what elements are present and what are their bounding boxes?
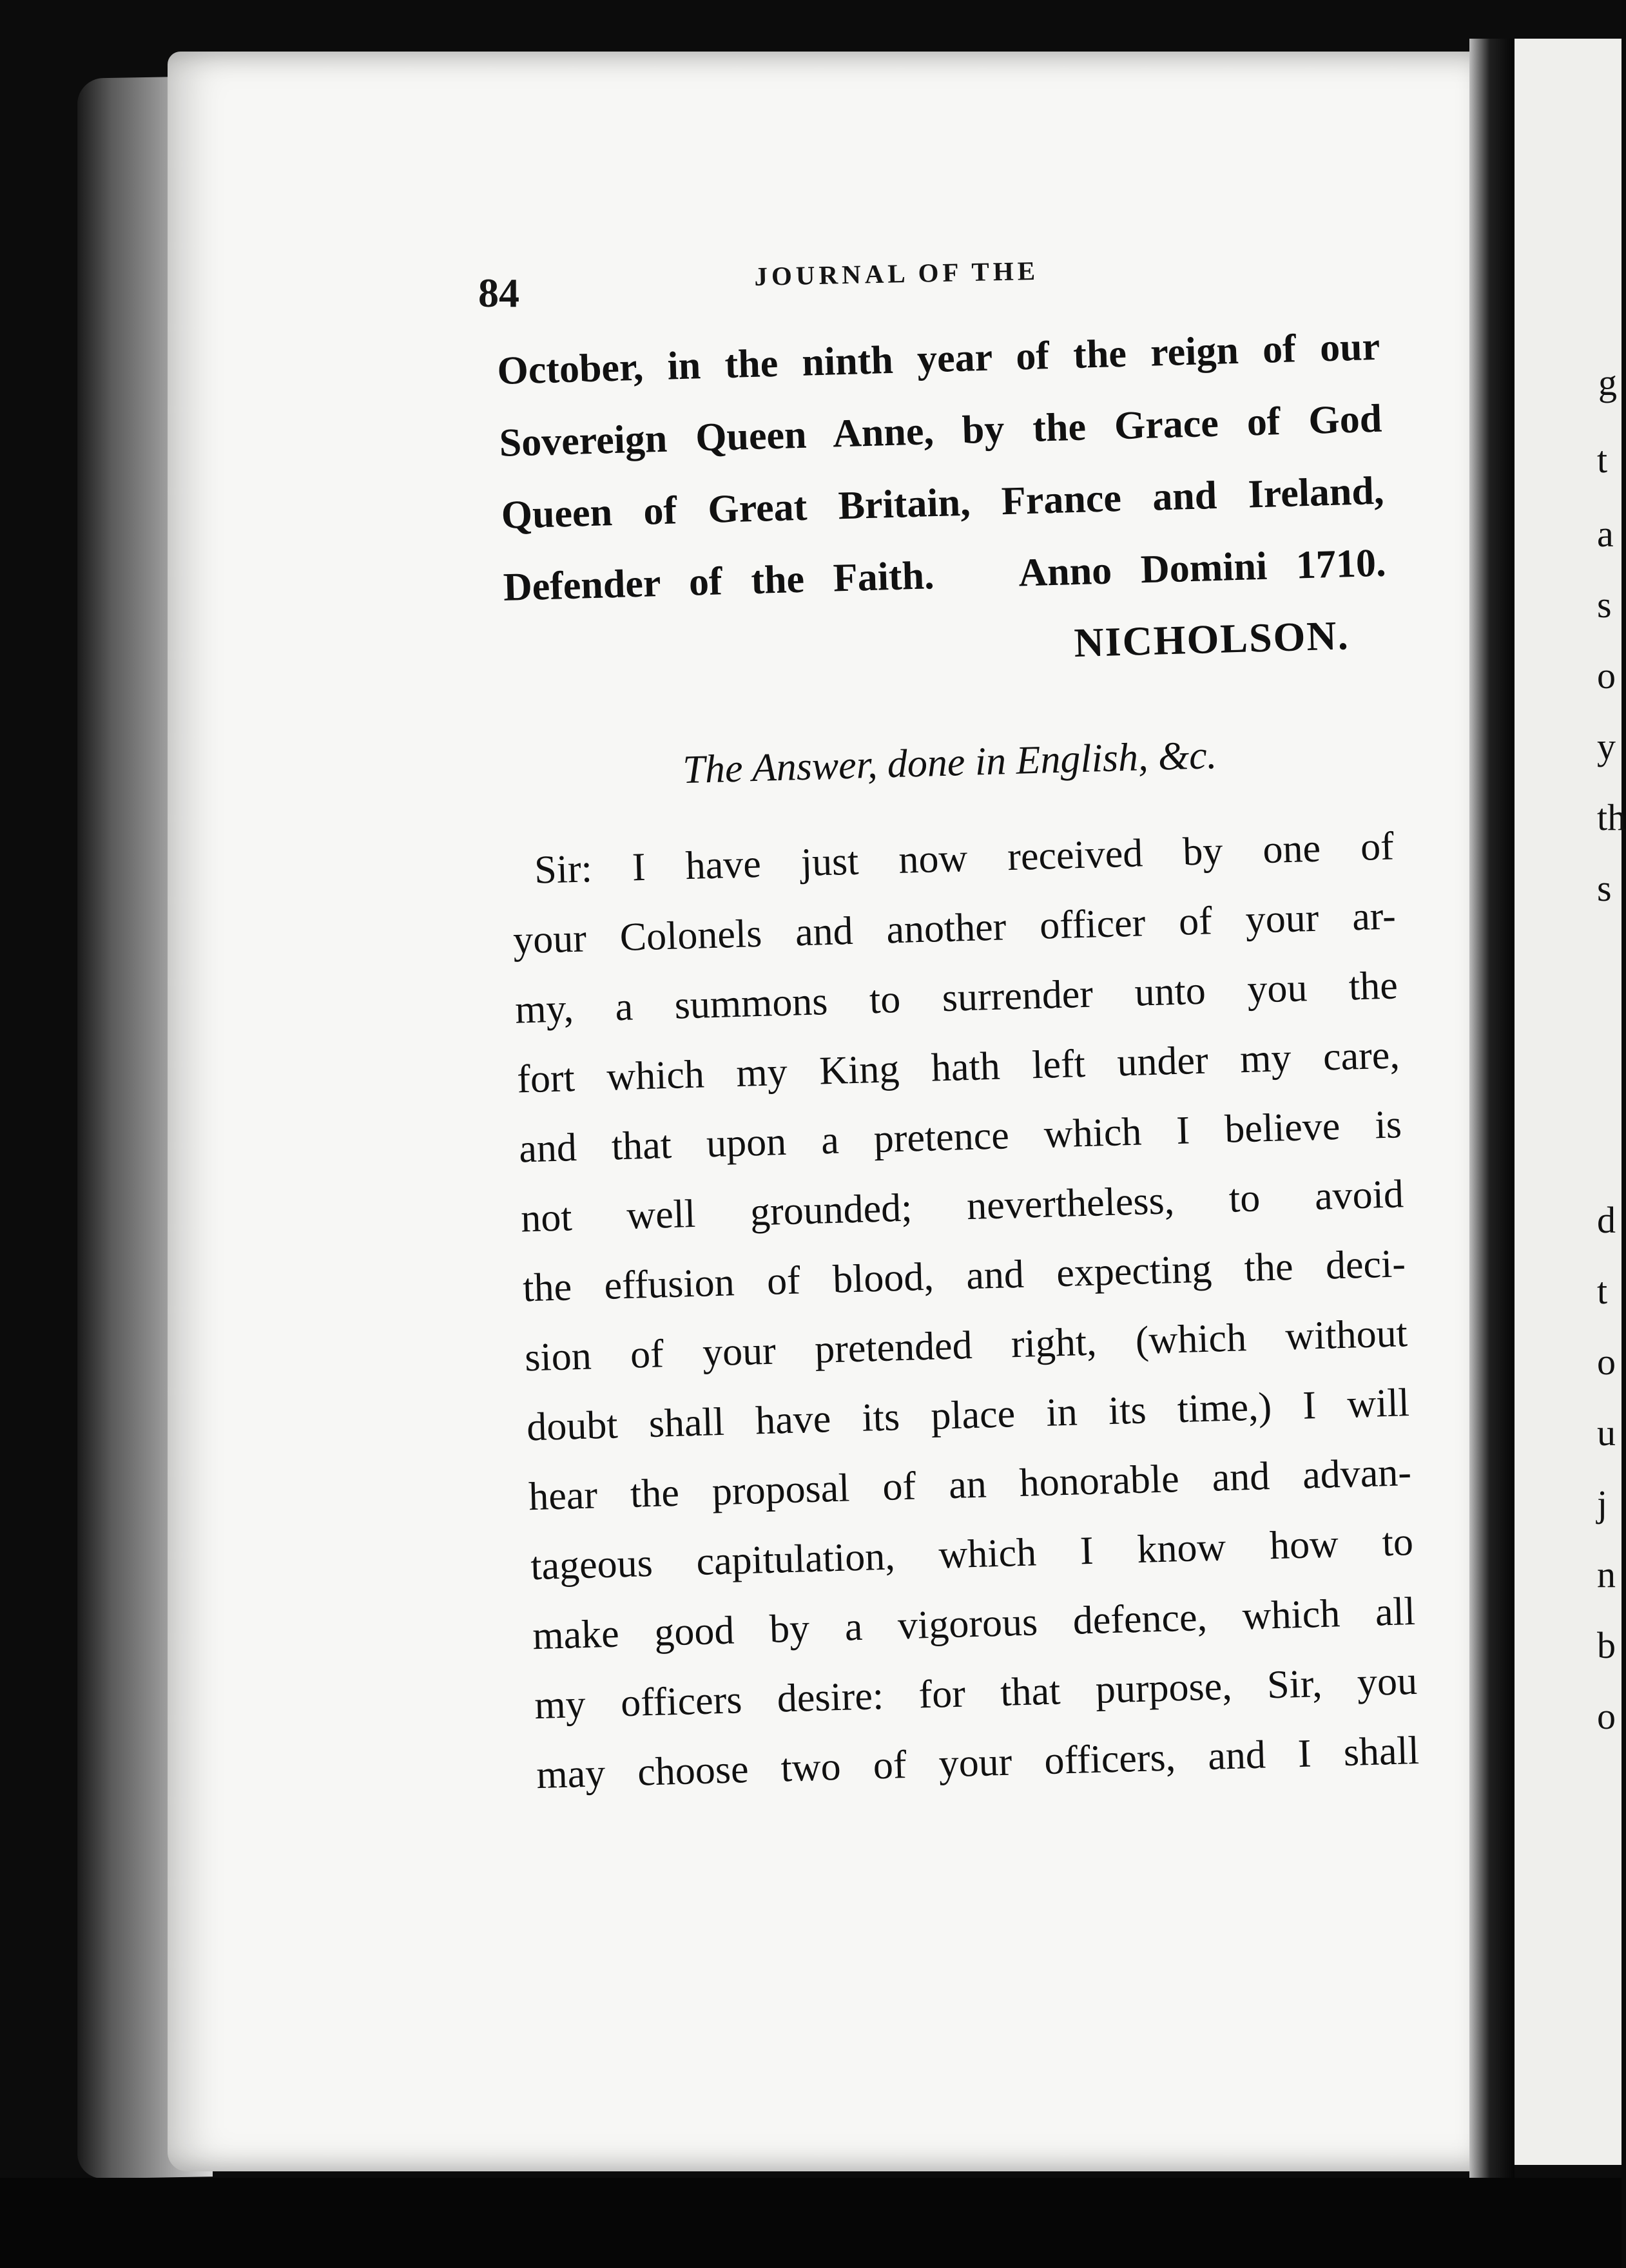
text-line: the effusion of blood, and expecting the deci-: [522, 1242, 1406, 1311]
text-line: tageous capitulation, which I know how to: [530, 1520, 1414, 1589]
text-line: Sir: I have just now received by one of: [534, 824, 1395, 892]
text-line: October, in the ninth year of the reign of our: [496, 324, 1380, 393]
text-line: not well grounded; nevertheless, to avoid: [520, 1172, 1404, 1241]
text-line: doubt shall have its place in its time,) I will: [526, 1381, 1410, 1450]
scan-border: [0, 2178, 1621, 2268]
facing-letter: g: [1598, 361, 1617, 403]
facing-letter: t: [1597, 1270, 1608, 1312]
facing-letter: s: [1597, 584, 1612, 626]
page-text: [496, 311, 1420, 1810]
letter-body: [510, 811, 1420, 1810]
text-line: Defender of the Faith. Anno Domini 1710.: [502, 541, 1387, 610]
facing-page: [1515, 39, 1621, 2165]
facing-letter: y: [1597, 726, 1616, 767]
facing-letter: o: [1597, 1695, 1616, 1737]
facing-letter: th: [1597, 796, 1626, 838]
text-line: may choose two of your officers, and I shall: [536, 1728, 1420, 1798]
facing-letter: s: [1597, 867, 1612, 909]
facing-letter: n: [1597, 1553, 1616, 1595]
text-line: hear the proposal of an honorable and advan-: [528, 1450, 1412, 1519]
text-line: Sovereign Queen Anne, by the Grace of God: [498, 396, 1383, 465]
signature: NICHOLSON.: [1073, 612, 1350, 666]
text-line: my, a summons to surrender unto you the: [514, 963, 1399, 1032]
book-gutter: [1469, 39, 1515, 2184]
facing-letter: u: [1597, 1412, 1616, 1454]
running-head: JOURNAL OF THE: [754, 255, 1040, 291]
text-line: my officers desire: for that purpose, Sir, you: [534, 1658, 1418, 1728]
text-line: and that upon a pretence which I believe is: [518, 1102, 1402, 1171]
facing-letter: j: [1597, 1483, 1608, 1524]
facing-letter: b: [1597, 1624, 1616, 1666]
facing-letter: a: [1597, 513, 1614, 555]
section-heading: The Answer, done in English, &c.: [682, 733, 1218, 793]
facing-letter: t: [1597, 439, 1608, 481]
page-number: 84: [478, 270, 519, 316]
text-line: make good by a vigorous defence, which all: [532, 1589, 1416, 1658]
text-line: sion of your pretended right, (which without: [524, 1311, 1408, 1380]
text-line: Queen of Great Britain, France and Ireland,: [500, 468, 1385, 537]
text-line: your Colonels and another officer of your ar-: [512, 894, 1397, 963]
text-line: fort which my King hath left under my care,: [516, 1033, 1400, 1102]
facing-letter: o: [1597, 655, 1616, 697]
facing-letter: o: [1597, 1341, 1616, 1383]
facing-letter: d: [1597, 1199, 1616, 1241]
